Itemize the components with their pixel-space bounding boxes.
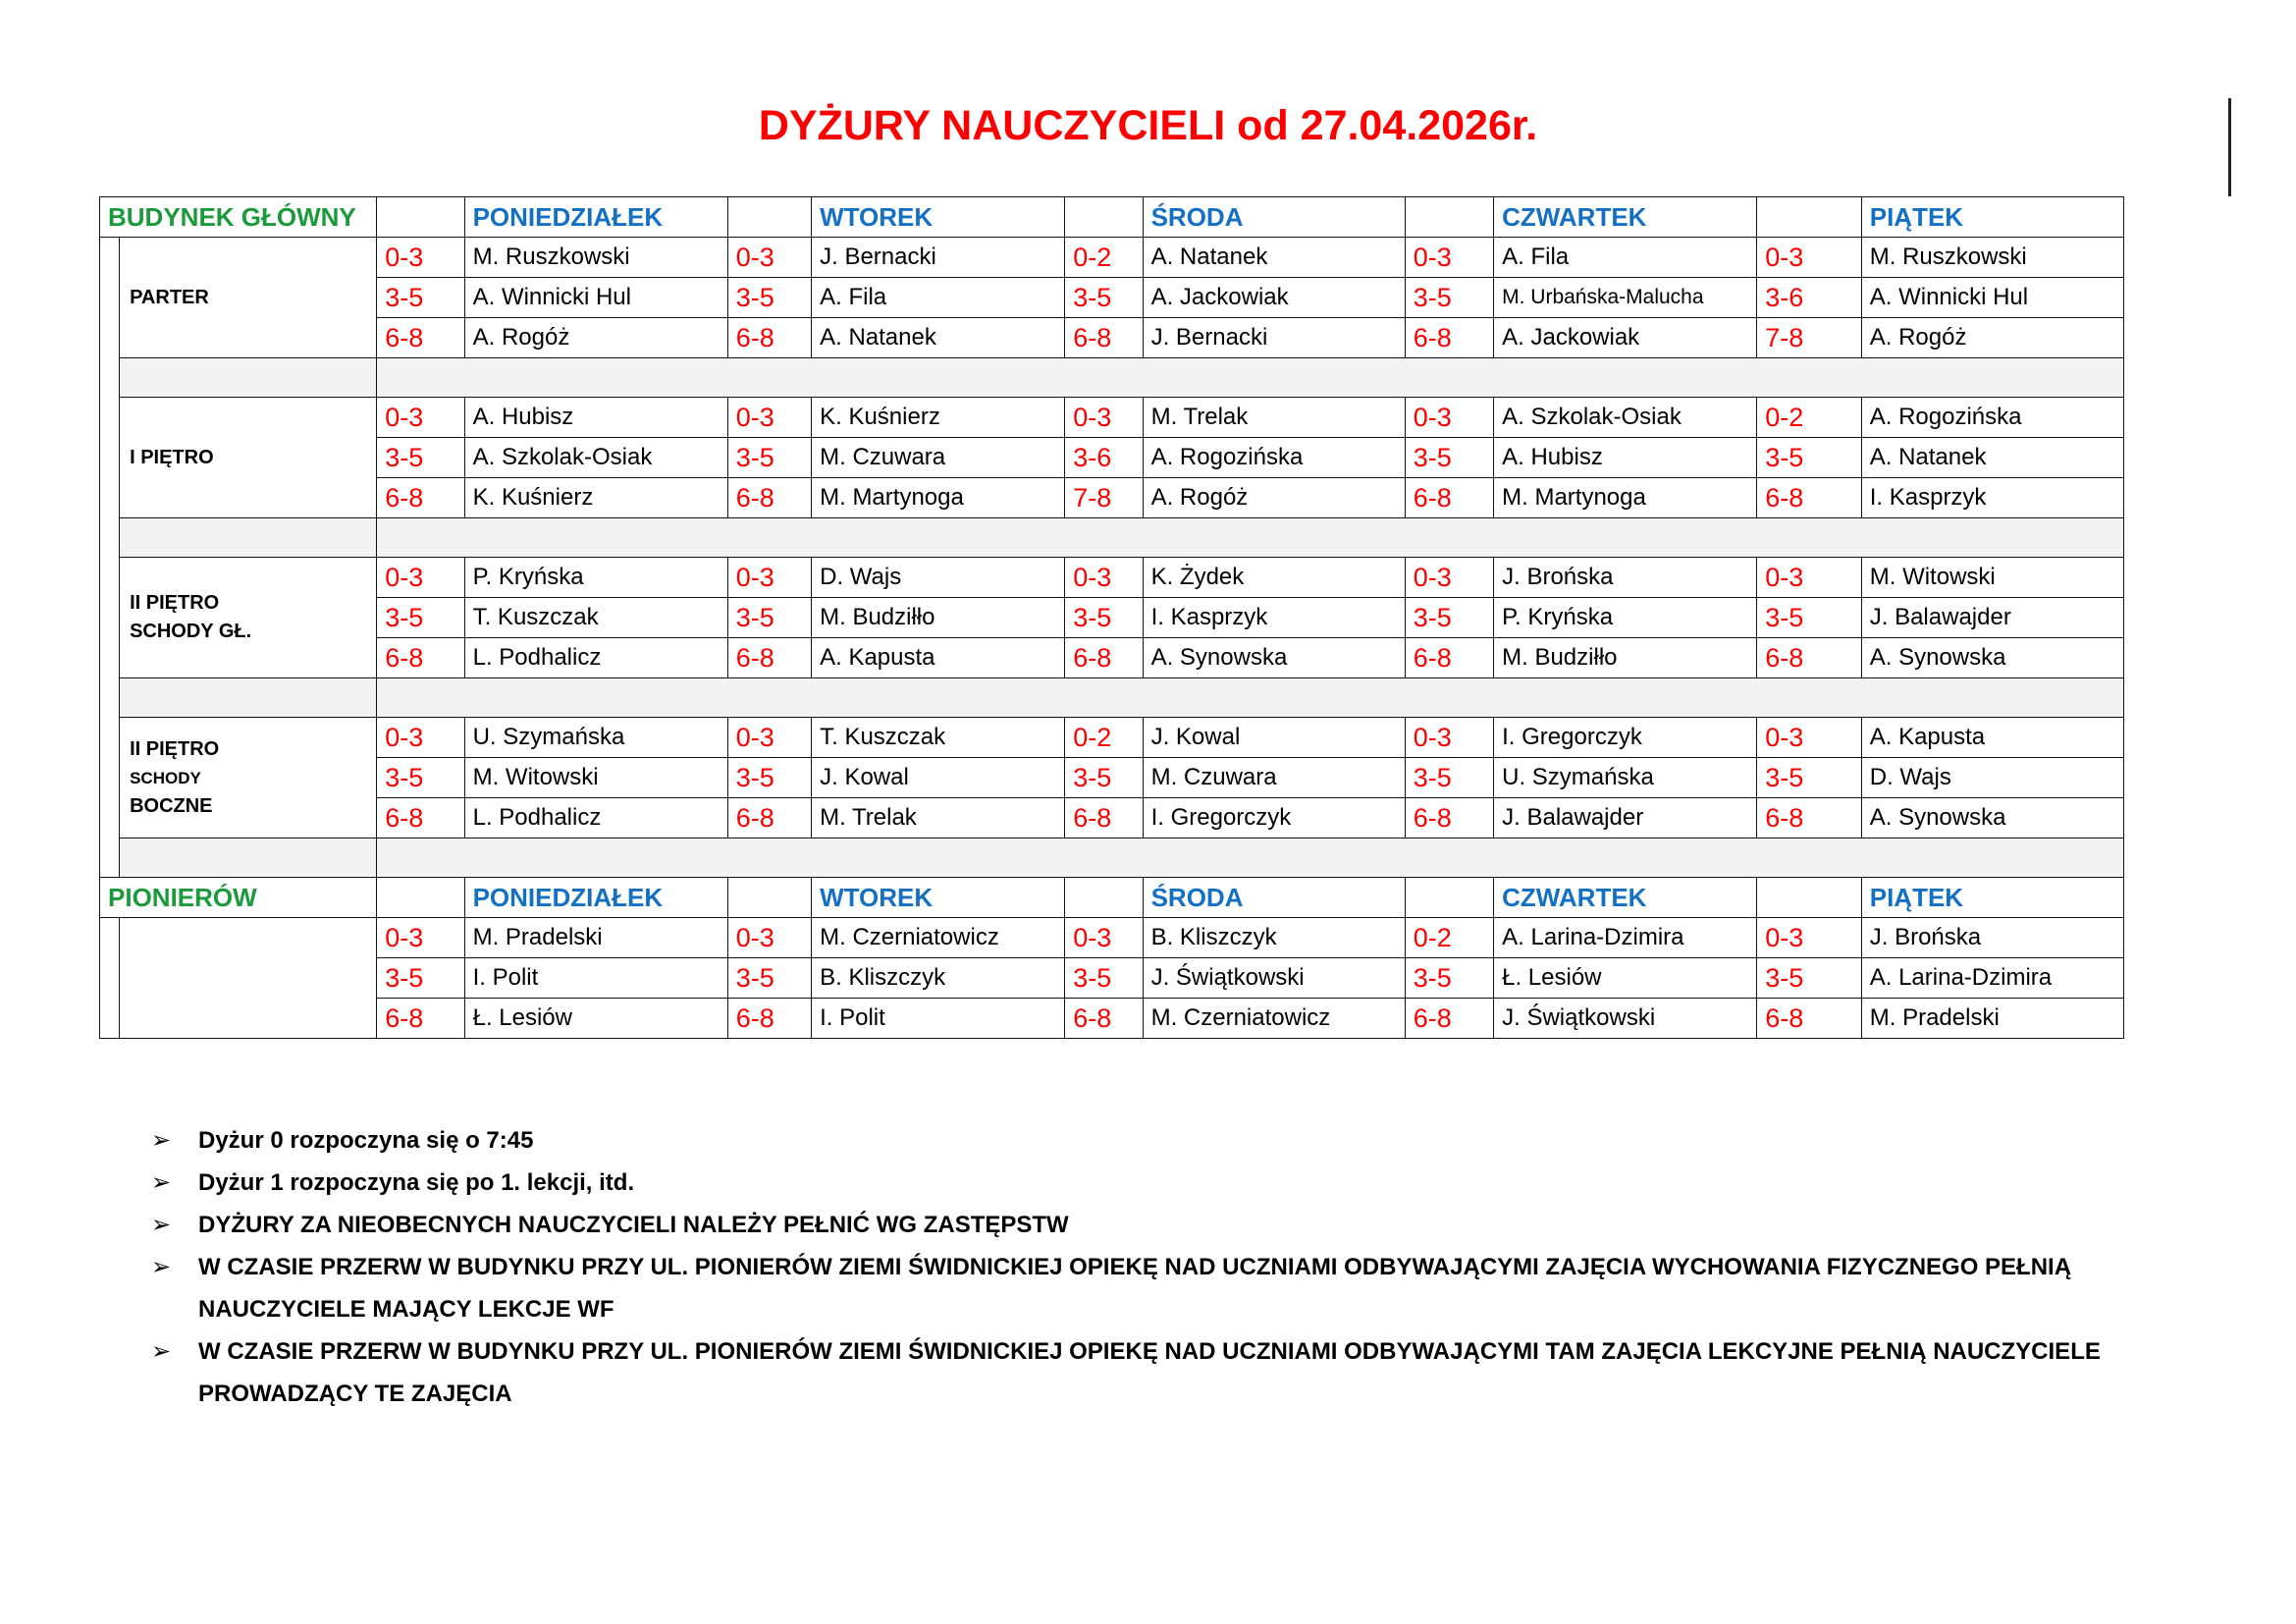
duty-time: 3-5: [727, 758, 811, 798]
note-item: [147, 1119, 2160, 1162]
teacher-name: M. Czuwara: [812, 438, 1065, 478]
teacher-name: M. Ruszkowski: [1861, 238, 2123, 278]
teacher-name: A. Winnicki Hul: [464, 278, 727, 318]
teacher-name: A. Natanek: [1861, 438, 2123, 478]
duty-time: 6-8: [1757, 478, 1861, 518]
duty-time: 6-8: [377, 638, 464, 678]
teacher-name: M. Martynoga: [812, 478, 1065, 518]
spacer-cell: [377, 518, 2124, 558]
duty-row: [100, 238, 2124, 278]
duty-time: 3-5: [1065, 758, 1143, 798]
teacher-name: P. Kryńska: [464, 558, 727, 598]
note-text: W CZASIE PRZERW W BUDYNKU PRZY UL. PIONIERÓW ZIEMI ŚWIDNICKIEJ OPIEKĘ NAD UCZNIAMI ODBYWAJĄCYMI ZAJĘCIA WYCHOWANIA FIZYCZNEGO PEŁNIĄ NAUCZYCIELE MAJĄCY LEKCJE WF: [198, 1254, 2072, 1323]
teacher-name: U. Szymańska: [1494, 758, 1757, 798]
duty-time: 6-8: [1405, 318, 1493, 358]
teacher-name: J. Balawajder: [1494, 798, 1757, 839]
teacher-name: M. Urbańska-Malucha: [1494, 278, 1757, 318]
duty-time: 3-5: [1405, 758, 1493, 798]
page-title: DYŻURY NAUCZYCIELI od 27.04.2026r.: [758, 102, 1538, 149]
duty-time: 6-8: [1405, 638, 1493, 678]
duty-row: [100, 999, 2124, 1039]
spacer-label-cell: [120, 678, 377, 718]
teacher-name: A. Rogóż: [464, 318, 727, 358]
teacher-name: M. Ruszkowski: [464, 238, 727, 278]
time-header-empty: [1405, 197, 1493, 238]
teacher-name: A. Winnicki Hul: [1861, 278, 2123, 318]
duty-row: [100, 958, 2124, 999]
duty-time: 3-5: [727, 438, 811, 478]
teacher-name: A. Fila: [812, 278, 1065, 318]
teacher-name: M. Trelak: [812, 798, 1065, 839]
time-header-empty: [1757, 878, 1861, 918]
day-header-2: WTOREK: [812, 878, 1065, 918]
duty-row: [100, 278, 2124, 318]
time-header-empty: [377, 878, 464, 918]
teacher-name: M. Witowski: [464, 758, 727, 798]
indent-cell: [100, 918, 120, 1039]
duty-time: 3-5: [1757, 958, 1861, 999]
teacher-name: M. Czerniatowicz: [1143, 999, 1405, 1039]
teacher-name: I. Gregorczyk: [1494, 718, 1757, 758]
floor-label-line: II PIĘTRO: [130, 737, 220, 760]
teacher-name: A. Natanek: [812, 318, 1065, 358]
teacher-name: M. Witowski: [1861, 558, 2123, 598]
duty-time: 0-3: [1405, 558, 1493, 598]
floor-label: [120, 918, 377, 1039]
teacher-name: J. Świątkowski: [1494, 999, 1757, 1039]
duty-time: 0-3: [1405, 398, 1493, 438]
note-text: Dyżur 0 rozpoczyna się o 7:45: [198, 1127, 534, 1154]
teacher-name: I. Kasprzyk: [1861, 478, 2123, 518]
duty-time: 3-5: [377, 438, 464, 478]
teacher-name: A. Rogozińska: [1861, 398, 2123, 438]
teacher-name: M. Czerniatowicz: [812, 918, 1065, 958]
duty-time: 3-5: [1405, 278, 1493, 318]
duty-time: 6-8: [377, 999, 464, 1039]
note-text: W CZASIE PRZERW W BUDYNKU PRZY UL. PIONIERÓW ZIEMI ŚWIDNICKIEJ OPIEKĘ NAD UCZNIAMI ODBYWAJĄCYMI TAM ZAJĘCIA LEKCYJNE PEŁNIĄ NAUCZYCIELE PROWADZĄCY TE ZAJĘCIA: [198, 1338, 2101, 1407]
teacher-name: A. Kapusta: [1861, 718, 2123, 758]
duty-row: [100, 918, 2124, 958]
spacer-cell: [377, 678, 2124, 718]
floor-label: [120, 238, 377, 358]
teacher-name: M. Pradelski: [1861, 999, 2123, 1039]
duty-time: 6-8: [377, 798, 464, 839]
teacher-name: K. Kuśnierz: [812, 398, 1065, 438]
arrow-bullet-icon: ➢: [151, 1169, 172, 1196]
spacer-row: [100, 678, 2124, 718]
time-header-empty: [1065, 197, 1143, 238]
floor-label: [120, 558, 377, 678]
duty-time: 0-3: [377, 558, 464, 598]
teacher-name: D. Wajs: [1861, 758, 2123, 798]
duty-time: 3-5: [1065, 278, 1143, 318]
teacher-name: M. Pradelski: [464, 918, 727, 958]
duty-time: 6-8: [1065, 798, 1143, 839]
duty-time: 0-3: [727, 398, 811, 438]
duty-time: 3-5: [1757, 758, 1861, 798]
spacer-label-cell: [120, 839, 377, 878]
duty-row: [100, 398, 2124, 438]
teacher-name: A. Synowska: [1143, 638, 1405, 678]
spacer-cell: [377, 358, 2124, 398]
section-header-row: [100, 878, 2124, 918]
teacher-name: I. Polit: [812, 999, 1065, 1039]
duty-time: 3-5: [1757, 438, 1861, 478]
arrow-bullet-icon: ➢: [151, 1212, 172, 1238]
floor-label-line: I PIĘTRO: [130, 446, 214, 468]
duty-time: 6-8: [377, 318, 464, 358]
day-header-1: PONIEDZIAŁEK: [464, 197, 727, 238]
duty-time: 3-5: [377, 958, 464, 999]
indent-cell: [100, 238, 120, 878]
teacher-name: A. Szkolak-Osiak: [1494, 398, 1757, 438]
section-header-row: [100, 197, 2124, 238]
duty-time: 6-8: [1405, 478, 1493, 518]
time-header-empty: [1065, 878, 1143, 918]
duty-time: 0-3: [1065, 558, 1143, 598]
teacher-name: J. Kowal: [812, 758, 1065, 798]
arrow-bullet-icon: ➢: [151, 1127, 172, 1154]
duty-row: [100, 718, 2124, 758]
duty-time: 0-3: [1757, 918, 1861, 958]
day-header-5: PIĄTEK: [1861, 197, 2123, 238]
duty-time: 0-3: [1405, 238, 1493, 278]
spacer-row: [100, 839, 2124, 878]
duty-row: [100, 638, 2124, 678]
spacer-row: [100, 518, 2124, 558]
spacer-label-cell: [120, 358, 377, 398]
teacher-name: I. Kasprzyk: [1143, 598, 1405, 638]
floor-label-line: PARTER: [130, 286, 209, 308]
duty-time: 0-3: [727, 238, 811, 278]
day-header-3: ŚRODA: [1143, 878, 1405, 918]
duty-time: 0-2: [1065, 238, 1143, 278]
teacher-name: L. Podhalicz: [464, 638, 727, 678]
duty-time: 6-8: [1757, 999, 1861, 1039]
duty-row: [100, 318, 2124, 358]
teacher-name: Ł. Lesiów: [1494, 958, 1757, 999]
teacher-name: Ł. Lesiów: [464, 999, 727, 1039]
duty-row: [100, 758, 2124, 798]
duty-time: 0-3: [377, 718, 464, 758]
spacer-cell: [377, 839, 2124, 878]
duty-time: 6-8: [727, 798, 811, 839]
duty-time: 0-3: [1405, 718, 1493, 758]
floor-label: [120, 398, 377, 518]
note-item: [147, 1246, 2160, 1330]
teacher-name: B. Kliszczyk: [1143, 918, 1405, 958]
duty-time: 0-3: [1065, 918, 1143, 958]
duty-time: 6-8: [1757, 798, 1861, 839]
duty-time: 3-6: [1065, 438, 1143, 478]
duty-row: [100, 478, 2124, 518]
time-header-empty: [1405, 878, 1493, 918]
duty-time: 3-5: [377, 278, 464, 318]
teacher-name: M. Martynoga: [1494, 478, 1757, 518]
duty-time: 6-8: [1405, 798, 1493, 839]
teacher-name: A. Rogóż: [1143, 478, 1405, 518]
teacher-name: M. Czuwara: [1143, 758, 1405, 798]
floor-label-line: SCHODY: [130, 768, 201, 787]
duty-time: 3-5: [1065, 958, 1143, 999]
duty-time: 0-3: [1757, 718, 1861, 758]
duty-time: 3-5: [1757, 598, 1861, 638]
duty-time: 0-3: [727, 718, 811, 758]
teacher-name: U. Szymańska: [464, 718, 727, 758]
duty-time: 3-6: [1757, 278, 1861, 318]
teacher-name: J. Brońska: [1494, 558, 1757, 598]
notes-list: [147, 1119, 2160, 1415]
arrow-bullet-icon: ➢: [151, 1338, 172, 1365]
building-name: BUDYNEK GŁÓWNY: [100, 197, 377, 238]
time-header-empty: [727, 878, 811, 918]
duty-row: [100, 798, 2124, 839]
floor-label: [120, 718, 377, 839]
teacher-name: A. Hubisz: [1494, 438, 1757, 478]
day-header-4: CZWARTEK: [1494, 878, 1757, 918]
teacher-name: A. Szkolak-Osiak: [464, 438, 727, 478]
duty-time: 3-5: [727, 598, 811, 638]
note-item: [147, 1330, 2160, 1415]
time-header-empty: [1757, 197, 1861, 238]
teacher-name: T. Kuszczak: [812, 718, 1065, 758]
teacher-name: J. Bernacki: [812, 238, 1065, 278]
note-item: [147, 1204, 2160, 1246]
teacher-name: J. Bernacki: [1143, 318, 1405, 358]
teacher-name: M. Budziłło: [1494, 638, 1757, 678]
teacher-name: J. Świątkowski: [1143, 958, 1405, 999]
note-item: [147, 1162, 2160, 1204]
arrow-bullet-icon: ➢: [151, 1254, 172, 1280]
teacher-name: D. Wajs: [812, 558, 1065, 598]
duty-time: 6-8: [1405, 999, 1493, 1039]
spacer-label-cell: [120, 518, 377, 558]
duty-time: 3-5: [377, 758, 464, 798]
duty-time: 0-2: [1065, 718, 1143, 758]
duty-time: 0-3: [727, 558, 811, 598]
floor-label-line: SCHODY GŁ.: [130, 621, 252, 642]
duty-time: 3-5: [727, 278, 811, 318]
teacher-name: A. Larina-Dzimira: [1494, 918, 1757, 958]
duty-time: 6-8: [1065, 318, 1143, 358]
duty-time: 6-8: [1065, 638, 1143, 678]
day-header-5: PIĄTEK: [1861, 878, 2123, 918]
note-text: Dyżur 1 rozpoczyna się po 1. lekcji, itd.: [198, 1169, 635, 1196]
duty-time: 6-8: [377, 478, 464, 518]
duty-row: [100, 558, 2124, 598]
duty-time: 0-3: [1757, 558, 1861, 598]
duty-time: 0-3: [377, 918, 464, 958]
building-name: PIONIERÓW: [100, 878, 377, 918]
teacher-name: J. Kowal: [1143, 718, 1405, 758]
teacher-name: A. Fila: [1494, 238, 1757, 278]
teacher-name: A. Larina-Dzimira: [1861, 958, 2123, 999]
duty-row: [100, 438, 2124, 478]
spacer-row: [100, 358, 2124, 398]
floor-label-line: II PIĘTRO: [130, 592, 220, 614]
duty-schedule-table: [99, 196, 2124, 1039]
duty-time: 6-8: [1757, 638, 1861, 678]
duty-time: 0-2: [1405, 918, 1493, 958]
duty-time: 0-3: [1757, 238, 1861, 278]
duty-time: 0-3: [1065, 398, 1143, 438]
duty-time: 0-3: [377, 238, 464, 278]
duty-time: 6-8: [727, 638, 811, 678]
duty-time: 6-8: [727, 999, 811, 1039]
floor-label-line: BOCZNE: [130, 794, 213, 817]
duty-time: 6-8: [1065, 999, 1143, 1039]
duty-time: 3-5: [1405, 438, 1493, 478]
duty-time: 3-5: [727, 958, 811, 999]
teacher-name: K. Żydek: [1143, 558, 1405, 598]
teacher-name: A. Rogozińska: [1143, 438, 1405, 478]
teacher-name: A. Kapusta: [812, 638, 1065, 678]
teacher-name: I. Polit: [464, 958, 727, 999]
day-header-3: ŚRODA: [1143, 197, 1405, 238]
note-text: DYŻURY ZA NIEOBECNYCH NAUCZYCIELI NALEŻY PEŁNIĆ WG ZASTĘPSTW: [198, 1212, 1069, 1238]
time-header-empty: [377, 197, 464, 238]
page-edge-line: [2228, 98, 2231, 196]
day-header-1: PONIEDZIAŁEK: [464, 878, 727, 918]
duty-time: 7-8: [1065, 478, 1143, 518]
duty-time: 3-5: [1065, 598, 1143, 638]
duty-time: 3-5: [1405, 598, 1493, 638]
teacher-name: M. Budziłło: [812, 598, 1065, 638]
teacher-name: M. Trelak: [1143, 398, 1405, 438]
teacher-name: L. Podhalicz: [464, 798, 727, 839]
teacher-name: A. Jackowiak: [1143, 278, 1405, 318]
duty-time: 3-5: [1405, 958, 1493, 999]
day-header-4: CZWARTEK: [1494, 197, 1757, 238]
duty-time: 0-3: [727, 918, 811, 958]
duty-time: 3-5: [377, 598, 464, 638]
teacher-name: A. Natanek: [1143, 238, 1405, 278]
day-header-2: WTOREK: [812, 197, 1065, 238]
teacher-name: J. Balawajder: [1861, 598, 2123, 638]
duty-time: 6-8: [727, 478, 811, 518]
teacher-name: J. Brońska: [1861, 918, 2123, 958]
teacher-name: I. Gregorczyk: [1143, 798, 1405, 839]
duty-row: [100, 598, 2124, 638]
teacher-name: A. Hubisz: [464, 398, 727, 438]
duty-time: 7-8: [1757, 318, 1861, 358]
teacher-name: A. Synowska: [1861, 638, 2123, 678]
teacher-name: A. Jackowiak: [1494, 318, 1757, 358]
teacher-name: T. Kuszczak: [464, 598, 727, 638]
teacher-name: A. Rogóż: [1861, 318, 2123, 358]
teacher-name: A. Synowska: [1861, 798, 2123, 839]
teacher-name: P. Kryńska: [1494, 598, 1757, 638]
time-header-empty: [727, 197, 811, 238]
teacher-name: K. Kuśnierz: [464, 478, 727, 518]
duty-time: 0-2: [1757, 398, 1861, 438]
duty-time: 6-8: [727, 318, 811, 358]
duty-time: 0-3: [377, 398, 464, 438]
teacher-name: B. Kliszczyk: [812, 958, 1065, 999]
